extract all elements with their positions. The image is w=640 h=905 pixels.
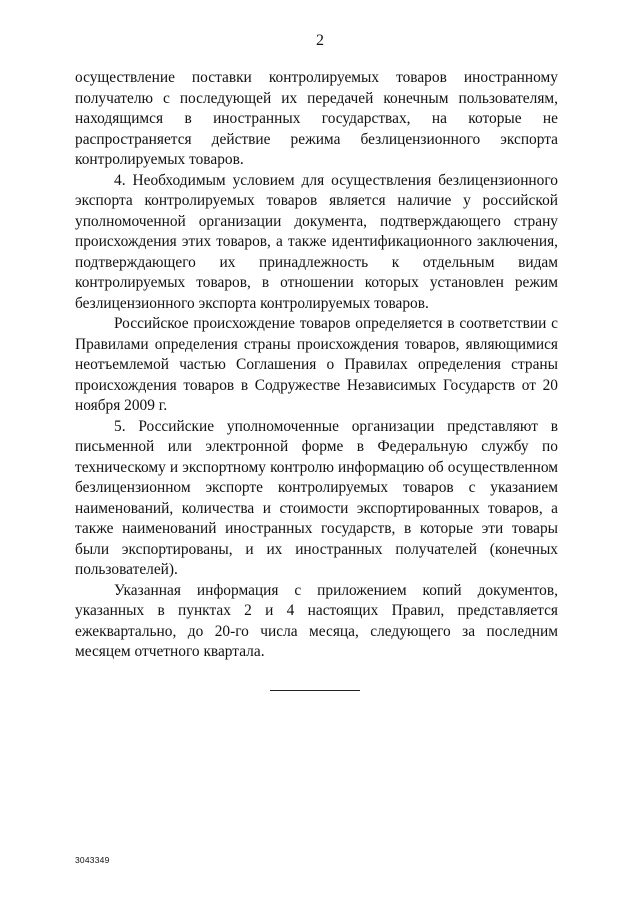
end-separator-line bbox=[270, 690, 360, 691]
paragraph-continuation: осуществление поставки контролируемых товаров иностранному получателю с последующей их передачей конечным пользователям, находящимся в иностранных государствах, на которые не распространяется действие режима безлицензионного экспорта контролируемых товаров. bbox=[75, 69, 558, 168]
paragraph-quarterly-report: Указанная информация с приложением копий документов, указанных в пунктах 2 и 4 настоящих Правил, представляется ежеквартально, до 20-го числа месяца, следующего за последним месяцем отчетного квартала. bbox=[75, 581, 558, 660]
paragraph-item-4: 4. Необходимым условием для осуществления безлицензионного экспорта контролируемых товаров является наличие у российской уполномоченной организации документа, подтверждающего страну происхождения этих товаров, а также идентификационного заключения, подтверждающего их принадлежность к отдельным видам контролируемых товаров, в отношении которых установлен режим безлицензионного экспорта контролируемых товаров. bbox=[75, 171, 558, 312]
document-body bbox=[75, 68, 558, 663]
document-code: 3043349 bbox=[75, 855, 110, 865]
page-number: 2 bbox=[316, 32, 324, 49]
paragraph-russian-origin: Российское происхождение товаров определяется в соответствии с Правилами определения страны происхождения товаров, являющимися неотъемлемой частью Соглашения о Правилах определения страны происхождения товаров в Содружестве Независимых Государств от 20 ноября 2009 г. bbox=[75, 315, 558, 414]
paragraph-item-5: 5. Российские уполномоченные организации представляют в письменной или электронной форме в Федеральную службу по техническому и экспортному контролю информацию об осуществленном безлицензионном экспорте контролируемых товаров с указанием наименований, количества и стоимости экспортированных товаров, а также наименований иностранных государств, в которые эти товары были экспортированы, и их иностранных получателей (конечных пользователей). bbox=[75, 417, 558, 578]
